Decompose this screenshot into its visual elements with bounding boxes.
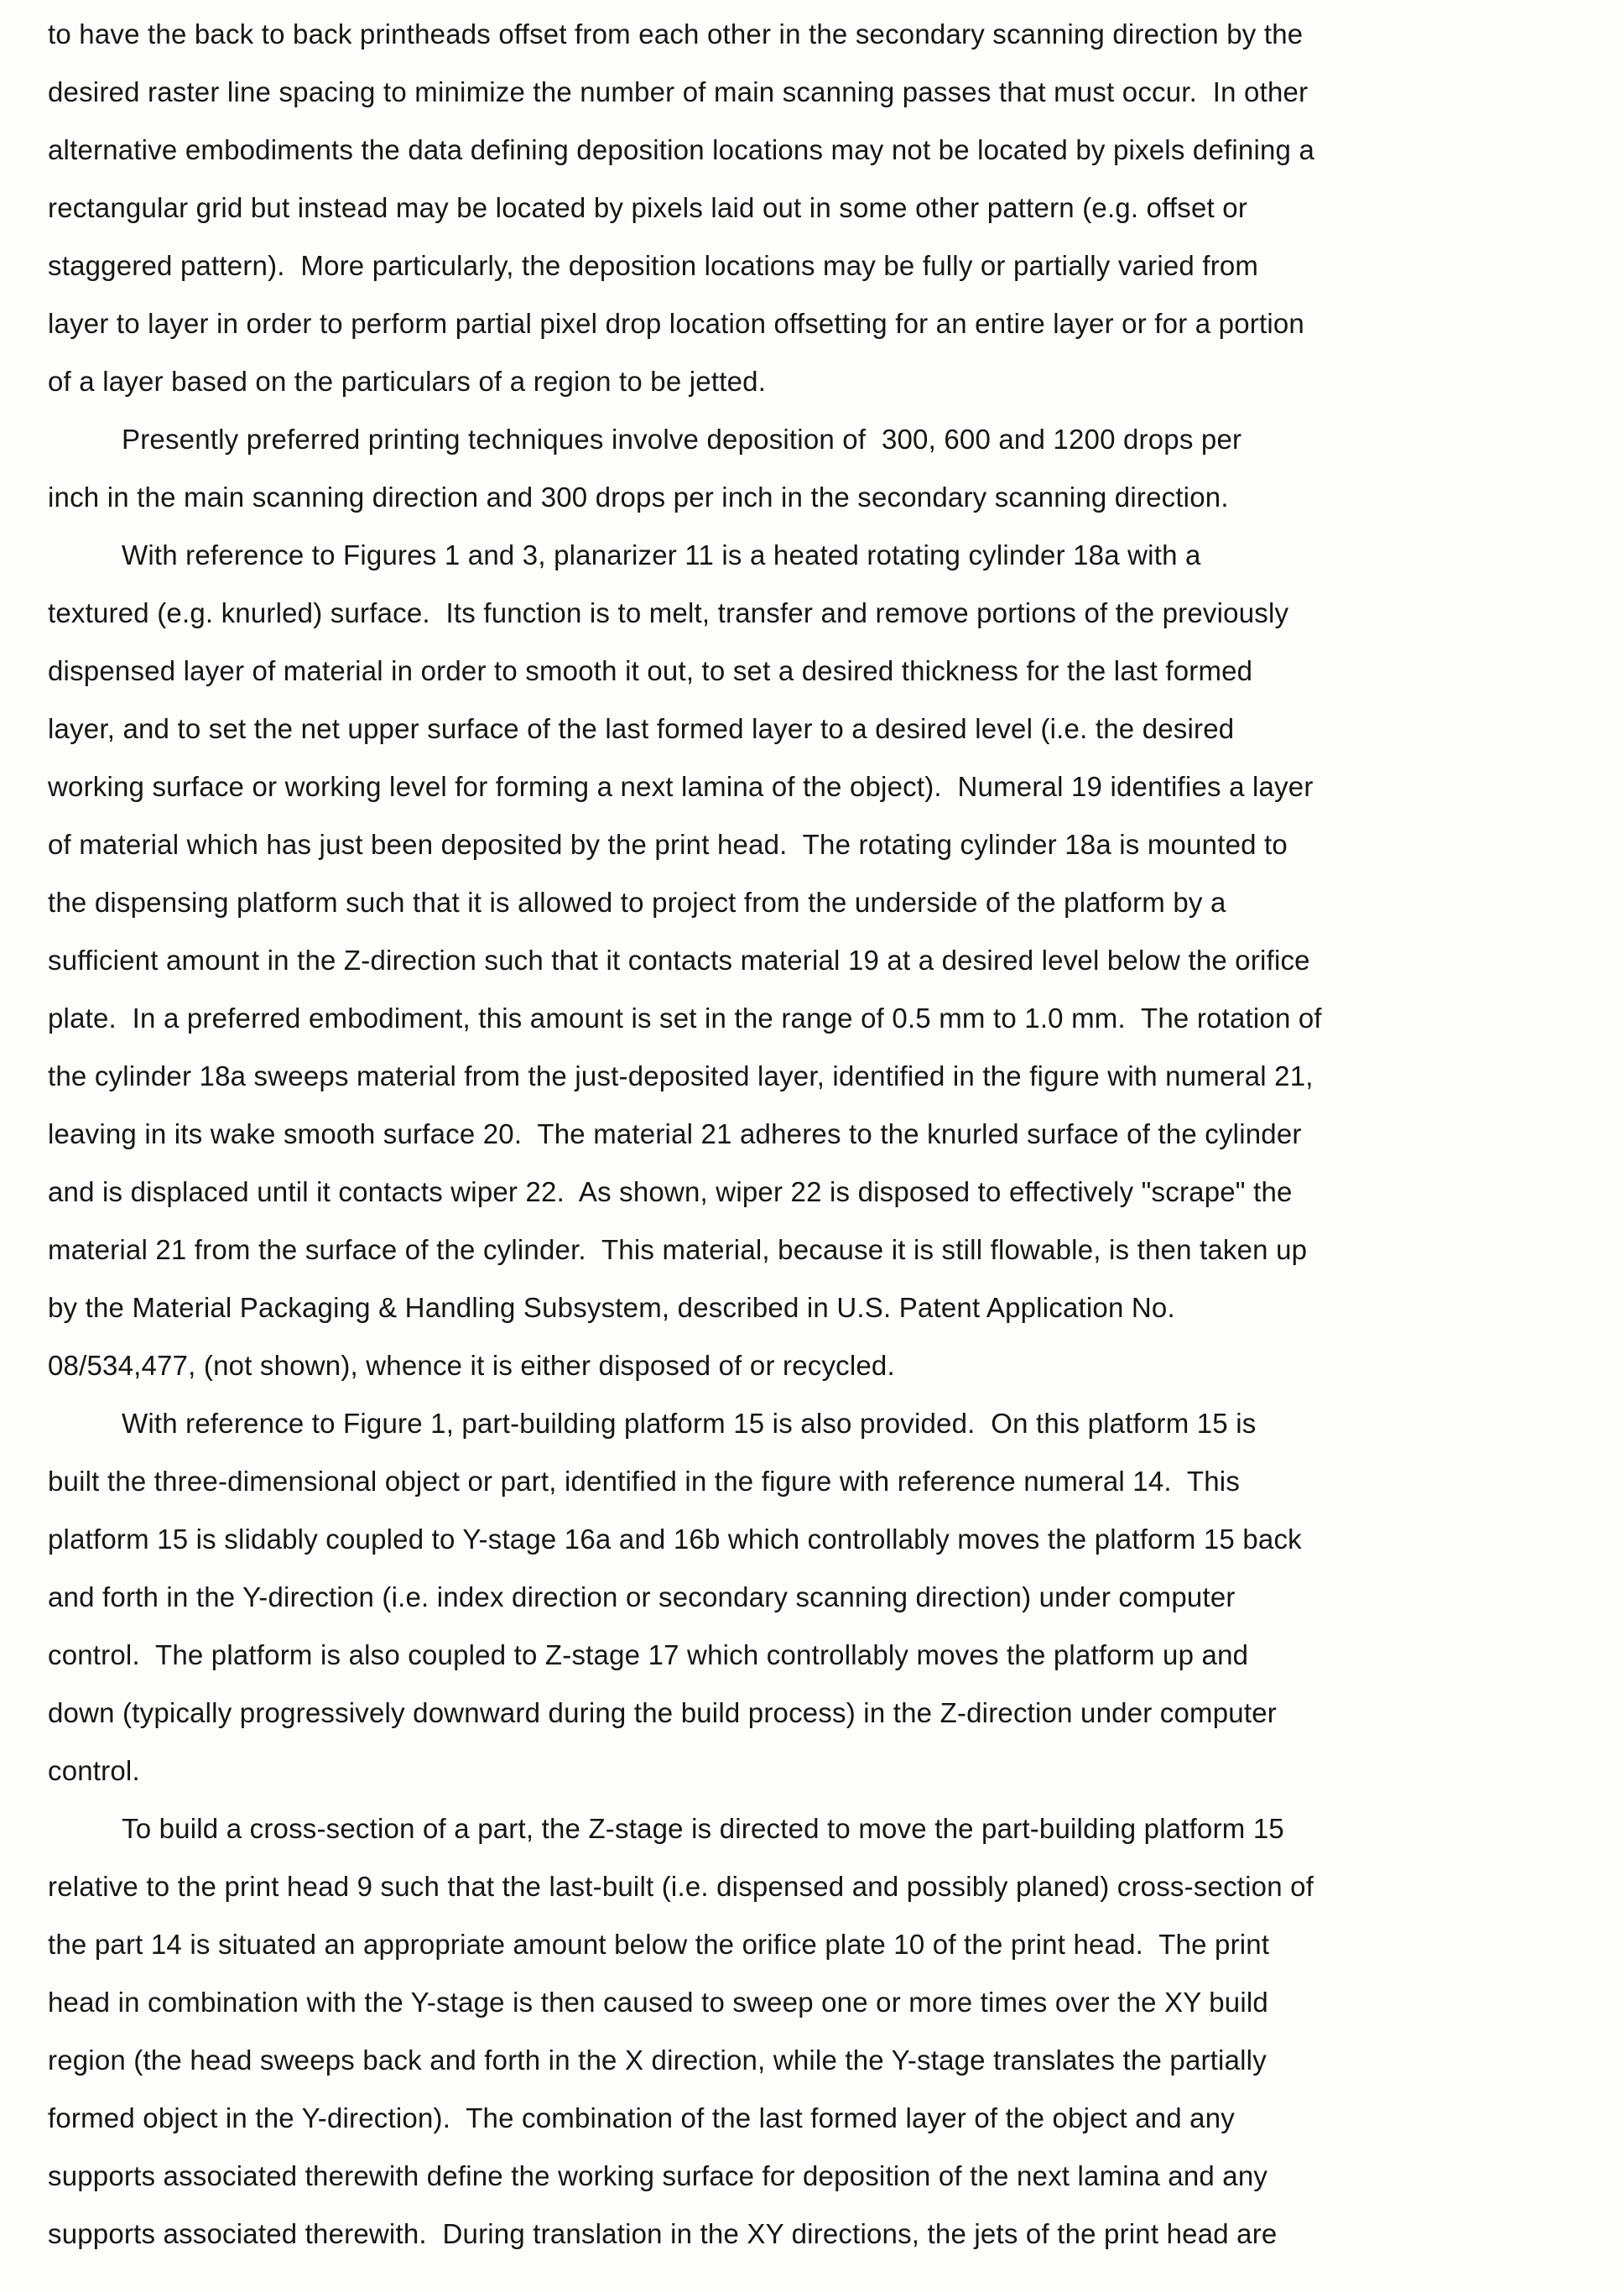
- text-line: leaving in its wake smooth surface 20. The material 21 adheres to the knurled surface of the cylinder: [48, 1118, 1302, 1149]
- text-line: material 21 from the surface of the cylinder. This material, because it is still flowable, is then taken up: [48, 1234, 1308, 1265]
- text-line: and forth in the Y-direction (i.e. index direction or secondary scanning direction) under computer: [48, 1581, 1236, 1612]
- text-line: plate. In a preferred embodiment, this amount is set in the range of 0.5 mm to 1.0 mm. The rotation of: [48, 1003, 1322, 1034]
- text-line: the part 14 is situated an appropriate amount below the orifice plate 10 of the print head. The print: [48, 1929, 1270, 1960]
- text-line: built the three-dimensional object or part, identified in the figure with reference numeral 14. This: [48, 1466, 1241, 1497]
- paragraph: [48, 1800, 1591, 2263]
- text-line: control. The platform is also coupled to Z-stage 17 which controllably moves the platform up and: [48, 1639, 1249, 1670]
- text-line: down (typically progressively downward during the build process) in the Z-direction under computer: [48, 1697, 1277, 1728]
- paragraph: [48, 410, 1591, 526]
- text-line: the dispensing platform such that it is allowed to project from the underside of the platform by a: [48, 887, 1226, 918]
- text-line: platform 15 is slidably coupled to Y-stage 16a and 16b which controllably moves the platform 15 back: [48, 1524, 1302, 1555]
- paragraph: [48, 1394, 1591, 1800]
- text-line: inch in the main scanning direction and 300 drops per inch in the secondary scanning direction.: [48, 482, 1229, 513]
- document-text-block: [48, 5, 1591, 2263]
- text-line: With reference to Figures 1 and 3, planarizer 11 is a heated rotating cylinder 18a with a: [122, 539, 1201, 570]
- paragraph: [48, 526, 1591, 1394]
- text-line: textured (e.g. knurled) surface. Its function is to melt, transfer and remove portions of the previously: [48, 597, 1289, 628]
- text-line: control.: [48, 1755, 140, 1786]
- text-line: head in combination with the Y-stage is then caused to sweep one or more times over the XY build: [48, 1987, 1268, 2018]
- text-line: relative to the print head 9 such that the last-built (i.e. dispensed and possibly planed) cross-section of: [48, 1871, 1314, 1902]
- text-line: of material which has just been deposited by the print head. The rotating cylinder 18a is mounted to: [48, 829, 1288, 860]
- text-line: formed object in the Y-direction). The combination of the last formed layer of the object and any: [48, 2102, 1235, 2133]
- text-line: and is displaced until it contacts wiper 22. As shown, wiper 22 is disposed to effectively "scrape" the: [48, 1176, 1293, 1207]
- text-line: supports associated therewith. During translation in the XY directions, the jets of the print head are: [48, 2218, 1278, 2249]
- text-line: supports associated therewith define the working surface for deposition of the next lamina and any: [48, 2160, 1268, 2191]
- text-line: of a layer based on the particulars of a region to be jetted.: [48, 366, 767, 397]
- text-line: layer, and to set the net upper surface of the last formed layer to a desired level (i.e. the desired: [48, 713, 1235, 744]
- text-line: 08/534,477, (not shown), whence it is either disposed of or recycled.: [48, 1350, 895, 1381]
- text-line: With reference to Figure 1, part-building platform 15 is also provided. On this platform 15 is: [122, 1408, 1257, 1439]
- text-line: To build a cross-section of a part, the Z-stage is directed to move the part-building platform 15: [122, 1813, 1284, 1844]
- text-line: sufficient amount in the Z-direction such that it contacts material 19 at a desired level below the orifice: [48, 945, 1310, 976]
- text-line: dispensed layer of material in order to smooth it out, to set a desired thickness for the last formed: [48, 655, 1253, 686]
- text-line: staggered pattern). More particularly, the deposition locations may be fully or partially varied from: [48, 250, 1259, 281]
- paragraph: [48, 5, 1591, 410]
- text-line: to have the back to back printheads offset from each other in the secondary scanning direction by the: [48, 18, 1304, 49]
- text-line: layer to layer in order to perform partial pixel drop location offsetting for an entire layer or for a portion: [48, 308, 1304, 339]
- text-line: alternative embodiments the data defining deposition locations may not be located by pixels defining a: [48, 134, 1315, 165]
- text-line: the cylinder 18a sweeps material from the just-deposited layer, identified in the figure with numeral 21,: [48, 1060, 1314, 1091]
- text-line: rectangular grid but instead may be located by pixels laid out in some other pattern (e.g. offset or: [48, 192, 1248, 223]
- text-line: Presently preferred printing techniques involve deposition of 300, 600 and 1200 drops per: [122, 424, 1242, 455]
- text-line: working surface or working level for forming a next lamina of the object). Numeral 19 identifies a layer: [48, 771, 1314, 802]
- text-line: by the Material Packaging & Handling Subsystem, described in U.S. Patent Application No.: [48, 1292, 1175, 1323]
- text-line: desired raster line spacing to minimize the number of main scanning passes that must occur. In other: [48, 76, 1309, 107]
- text-line: region (the head sweeps back and forth in the X direction, while the Y-stage translates the partially: [48, 2045, 1267, 2076]
